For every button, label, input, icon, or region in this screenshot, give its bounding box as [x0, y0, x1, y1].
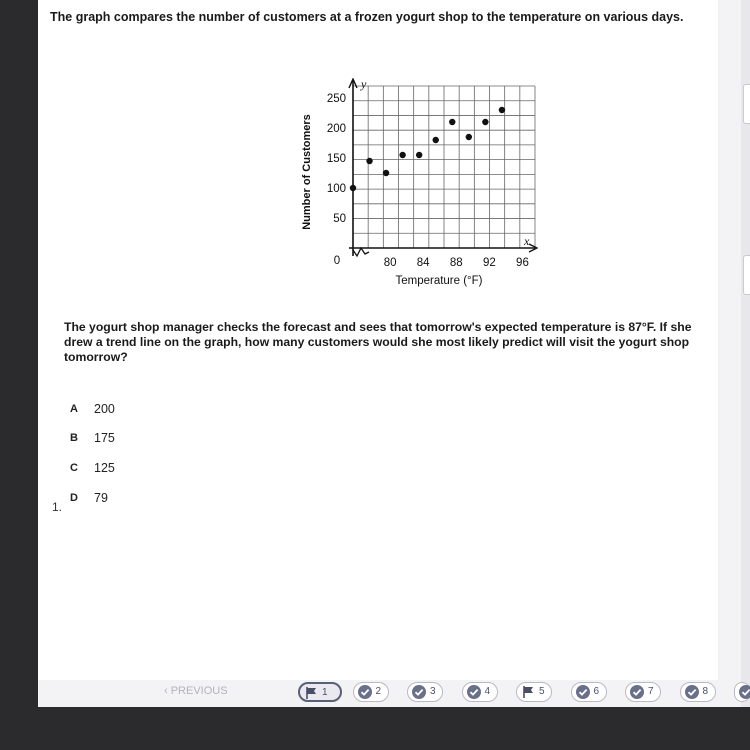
nav-question-7[interactable] [625, 682, 661, 702]
monitor-bezel [0, 707, 750, 750]
data-point [366, 158, 372, 164]
check-icon [412, 685, 426, 699]
check-icon [685, 685, 699, 699]
x-tick-label: 96 [516, 257, 529, 269]
choice-b[interactable] [68, 429, 228, 451]
data-point [350, 185, 356, 191]
nav-question-6[interactable] [571, 682, 607, 702]
previous-button[interactable]: ‹ PREVIOUS [164, 685, 228, 697]
nav-question-number: 2 [375, 686, 382, 697]
x-tick-label: 88 [449, 257, 463, 269]
data-point [383, 170, 389, 176]
axis-break [353, 248, 369, 256]
question-intro: The graph compares the number of customers at a frozen yogurt shop to the temperature on various days. [50, 10, 684, 24]
nav-question-number: 1 [322, 687, 328, 698]
choice-letter: B [70, 432, 78, 444]
y-tick-label: 150 [326, 153, 346, 165]
y-axis-title: Number of Customers [301, 114, 313, 230]
x-tick-label: 84 [416, 257, 430, 269]
data-point [466, 134, 472, 140]
x-tick-label: 92 [482, 257, 496, 269]
x-tick-label: 80 [383, 257, 397, 269]
data-point [499, 107, 505, 113]
nav-question-1[interactable] [298, 682, 342, 702]
scatter-chart [258, 78, 538, 308]
nav-question-more[interactable] [734, 682, 750, 702]
nav-question-2[interactable] [353, 682, 389, 702]
choice-value: 79 [94, 491, 108, 505]
x-axis-letter: x [524, 234, 530, 248]
nav-question-number: 6 [593, 686, 600, 697]
question-content [38, 0, 718, 680]
side-tab[interactable] [743, 255, 750, 295]
side-tab[interactable] [743, 84, 750, 124]
flag-icon [521, 685, 535, 699]
check-icon [630, 685, 644, 699]
nav-question-number: 7 [648, 686, 654, 697]
nav-question-number: 4 [484, 686, 491, 697]
nav-question-5[interactable] [516, 682, 552, 702]
choice-letter: D [70, 492, 78, 504]
nav-question-number: 5 [539, 686, 545, 697]
nav-question-8[interactable] [680, 682, 716, 702]
data-point [399, 152, 405, 158]
y-tick-label: 250 [326, 93, 346, 105]
data-point [433, 137, 439, 143]
flag-icon [304, 686, 318, 700]
check-icon [739, 685, 750, 699]
data-point [482, 119, 488, 125]
choice-letter: C [70, 462, 78, 474]
nav-question-3[interactable] [407, 682, 443, 702]
check-icon [576, 685, 590, 699]
y-tick-label: 100 [326, 183, 346, 195]
data-point [449, 119, 455, 125]
nav-question-number: 8 [702, 686, 709, 697]
choice-value: 175 [94, 431, 115, 445]
question-screen [38, 0, 750, 707]
choice-a[interactable] [68, 400, 228, 422]
question-number: 1. [52, 500, 63, 514]
choice-c[interactable] [68, 459, 228, 481]
origin-label: 0 [333, 255, 341, 267]
data-point [416, 152, 422, 158]
choice-value: 200 [94, 402, 115, 416]
choice-value: 125 [94, 461, 115, 475]
y-tick-label: 200 [326, 123, 346, 135]
y-axis-letter: y [361, 78, 367, 91]
nav-question-4[interactable] [462, 682, 498, 702]
choice-letter: A [70, 403, 78, 415]
check-icon [358, 685, 372, 699]
y-tick-label: 50 [333, 213, 346, 225]
x-axis-title: Temperature (°F) [395, 275, 483, 287]
nav-question-number: 3 [430, 686, 436, 697]
check-icon [467, 685, 481, 699]
choice-d[interactable] [68, 489, 228, 511]
question-text: The yogurt shop manager checks the forecast and sees that tomorrow's expected temperature is 87°F. If she drew a trend line on the graph, how many customers would she most likely predict will visit the yogurt shop tomorrow? [64, 320, 692, 364]
